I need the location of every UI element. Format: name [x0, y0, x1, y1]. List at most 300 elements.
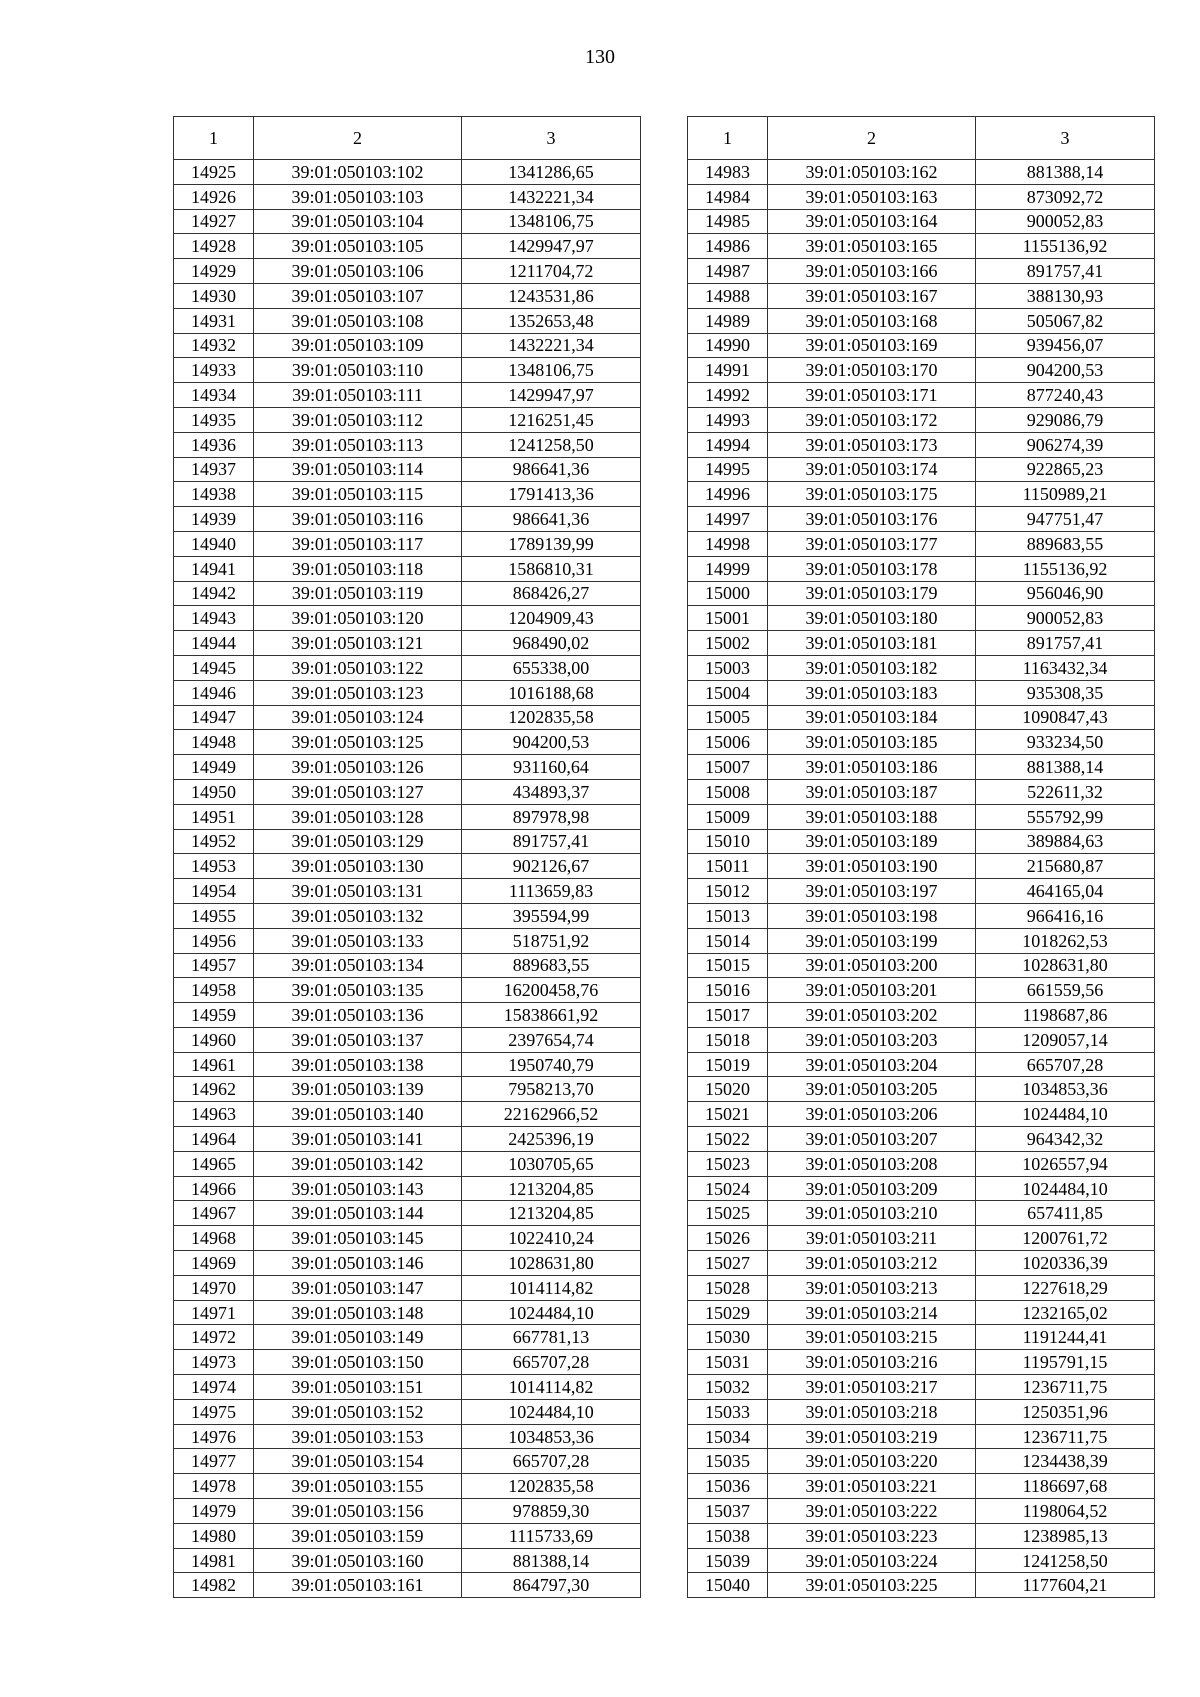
- cadastral-number-cell: 39:01:050103:108: [254, 308, 462, 333]
- table-row: [174, 184, 641, 209]
- value-cell: 877240,43: [976, 383, 1155, 408]
- value-cell: 881388,14: [462, 1548, 641, 1573]
- column-header-1: 1: [174, 117, 254, 160]
- cadastral-number-cell: 39:01:050103:110: [254, 358, 462, 383]
- value-cell: 1227618,29: [976, 1275, 1155, 1300]
- value-cell: 15838661,92: [462, 1003, 641, 1028]
- row-number-cell: 14953: [174, 854, 254, 879]
- value-cell: 1018262,53: [976, 928, 1155, 953]
- row-number-cell: 14948: [174, 730, 254, 755]
- cadastral-number-cell: 39:01:050103:200: [768, 953, 976, 978]
- value-cell: 900052,83: [976, 209, 1155, 234]
- row-number-cell: 14956: [174, 928, 254, 953]
- row-number-cell: 15032: [688, 1375, 768, 1400]
- table-row: [688, 903, 1155, 928]
- table-row: [174, 631, 641, 656]
- row-number-cell: 14947: [174, 705, 254, 730]
- table-row: [688, 432, 1155, 457]
- value-cell: 1432221,34: [462, 333, 641, 358]
- cadastral-number-cell: 39:01:050103:127: [254, 779, 462, 804]
- value-cell: 1024484,10: [462, 1399, 641, 1424]
- cadastral-number-cell: 39:01:050103:159: [254, 1523, 462, 1548]
- row-number-cell: 14931: [174, 308, 254, 333]
- row-number-cell: 15036: [688, 1474, 768, 1499]
- table-row: [174, 1251, 641, 1276]
- value-cell: 1791413,36: [462, 482, 641, 507]
- cadastral-number-cell: 39:01:050103:206: [768, 1102, 976, 1127]
- row-number-cell: 14927: [174, 209, 254, 234]
- cadastral-number-cell: 39:01:050103:103: [254, 184, 462, 209]
- column-header-2: 2: [768, 117, 976, 160]
- value-cell: 505067,82: [976, 308, 1155, 333]
- row-number-cell: 14938: [174, 482, 254, 507]
- table-row: [688, 1003, 1155, 1028]
- table-row: [688, 829, 1155, 854]
- value-cell: 1241258,50: [462, 432, 641, 457]
- value-cell: 1030705,65: [462, 1151, 641, 1176]
- row-number-cell: 15039: [688, 1548, 768, 1573]
- row-number-cell: 14946: [174, 680, 254, 705]
- row-number-cell: 14949: [174, 755, 254, 780]
- table-header-row: [688, 117, 1155, 160]
- value-cell: 395594,99: [462, 903, 641, 928]
- table-row: [174, 903, 641, 928]
- cadastral-number-cell: 39:01:050103:130: [254, 854, 462, 879]
- cadastral-number-cell: 39:01:050103:137: [254, 1027, 462, 1052]
- value-cell: 1150989,21: [976, 482, 1155, 507]
- cadastral-number-cell: 39:01:050103:198: [768, 903, 976, 928]
- table-row: [174, 383, 641, 408]
- table-row: [688, 1052, 1155, 1077]
- value-cell: 1024484,10: [462, 1300, 641, 1325]
- table-row: [688, 854, 1155, 879]
- row-number-cell: 14945: [174, 655, 254, 680]
- table-row: [174, 283, 641, 308]
- cadastral-number-cell: 39:01:050103:174: [768, 457, 976, 482]
- value-cell: 1236711,75: [976, 1375, 1155, 1400]
- row-number-cell: 14964: [174, 1127, 254, 1152]
- table-row: [174, 730, 641, 755]
- cadastral-number-cell: 39:01:050103:164: [768, 209, 976, 234]
- value-cell: 1234438,39: [976, 1449, 1155, 1474]
- row-number-cell: 14992: [688, 383, 768, 408]
- cadastral-number-cell: 39:01:050103:185: [768, 730, 976, 755]
- row-number-cell: 14993: [688, 407, 768, 432]
- table-row: [174, 1052, 641, 1077]
- row-number-cell: 15016: [688, 978, 768, 1003]
- row-number-cell: 14971: [174, 1300, 254, 1325]
- row-number-cell: 14925: [174, 160, 254, 185]
- value-cell: 1241258,50: [976, 1548, 1155, 1573]
- cadastral-number-cell: 39:01:050103:162: [768, 160, 976, 185]
- value-cell: 891757,41: [462, 829, 641, 854]
- row-number-cell: 14963: [174, 1102, 254, 1127]
- row-number-cell: 14984: [688, 184, 768, 209]
- table-row: [174, 705, 641, 730]
- cadastral-number-cell: 39:01:050103:170: [768, 358, 976, 383]
- table-row: [174, 333, 641, 358]
- row-number-cell: 14930: [174, 283, 254, 308]
- value-cell: 902126,67: [462, 854, 641, 879]
- cadastral-number-cell: 39:01:050103:143: [254, 1176, 462, 1201]
- value-cell: 922865,23: [976, 457, 1155, 482]
- cadastral-number-cell: 39:01:050103:203: [768, 1027, 976, 1052]
- table-row: [174, 1275, 641, 1300]
- value-cell: 1014114,82: [462, 1275, 641, 1300]
- value-cell: 1022410,24: [462, 1226, 641, 1251]
- row-number-cell: 14940: [174, 531, 254, 556]
- cadastral-number-cell: 39:01:050103:113: [254, 432, 462, 457]
- cadastral-number-cell: 39:01:050103:132: [254, 903, 462, 928]
- table-row: [688, 1573, 1155, 1598]
- cadastral-number-cell: 39:01:050103:215: [768, 1325, 976, 1350]
- table-row: [688, 308, 1155, 333]
- row-number-cell: 14962: [174, 1077, 254, 1102]
- value-cell: 1026557,94: [976, 1151, 1155, 1176]
- table-row: [174, 928, 641, 953]
- row-number-cell: 15026: [688, 1226, 768, 1251]
- value-cell: 897978,98: [462, 804, 641, 829]
- cadastral-number-cell: 39:01:050103:102: [254, 160, 462, 185]
- cadastral-number-cell: 39:01:050103:189: [768, 829, 976, 854]
- table-row: [174, 1151, 641, 1176]
- table-row: [688, 184, 1155, 209]
- cadastral-number-cell: 39:01:050103:112: [254, 407, 462, 432]
- table-row: [688, 283, 1155, 308]
- value-cell: 1020336,39: [976, 1251, 1155, 1276]
- value-cell: 661559,56: [976, 978, 1155, 1003]
- value-cell: 522611,32: [976, 779, 1155, 804]
- value-cell: 1211704,72: [462, 259, 641, 284]
- cadastral-number-cell: 39:01:050103:109: [254, 333, 462, 358]
- table-row: [688, 507, 1155, 532]
- cadastral-number-cell: 39:01:050103:121: [254, 631, 462, 656]
- value-cell: 966416,16: [976, 903, 1155, 928]
- row-number-cell: 14996: [688, 482, 768, 507]
- table-row: [174, 1102, 641, 1127]
- table-row: [688, 383, 1155, 408]
- value-cell: 665707,28: [462, 1350, 641, 1375]
- cadastral-number-cell: 39:01:050103:171: [768, 383, 976, 408]
- value-cell: 1789139,99: [462, 531, 641, 556]
- value-cell: 986641,36: [462, 457, 641, 482]
- cadastral-number-cell: 39:01:050103:119: [254, 581, 462, 606]
- table-row: [174, 1325, 641, 1350]
- table-row: [174, 1300, 641, 1325]
- value-cell: 1202835,58: [462, 705, 641, 730]
- row-number-cell: 14960: [174, 1027, 254, 1052]
- value-cell: 889683,55: [976, 531, 1155, 556]
- table-row: [174, 1201, 641, 1226]
- cadastral-number-cell: 39:01:050103:154: [254, 1449, 462, 1474]
- table-row: [688, 730, 1155, 755]
- table-row: [688, 680, 1155, 705]
- cadastral-number-cell: 39:01:050103:202: [768, 1003, 976, 1028]
- row-number-cell: 15010: [688, 829, 768, 854]
- value-cell: 1034853,36: [976, 1077, 1155, 1102]
- cadastral-number-cell: 39:01:050103:155: [254, 1474, 462, 1499]
- cadastral-number-cell: 39:01:050103:118: [254, 556, 462, 581]
- cadastral-number-cell: 39:01:050103:148: [254, 1300, 462, 1325]
- cadastral-number-cell: 39:01:050103:117: [254, 531, 462, 556]
- value-cell: 1213204,85: [462, 1176, 641, 1201]
- cadastral-number-cell: 39:01:050103:166: [768, 259, 976, 284]
- row-number-cell: 15034: [688, 1424, 768, 1449]
- row-number-cell: 14991: [688, 358, 768, 383]
- row-number-cell: 15035: [688, 1449, 768, 1474]
- row-number-cell: 14998: [688, 531, 768, 556]
- value-cell: 1028631,80: [976, 953, 1155, 978]
- row-number-cell: 15005: [688, 705, 768, 730]
- row-number-cell: 15029: [688, 1300, 768, 1325]
- row-number-cell: 14942: [174, 581, 254, 606]
- column-header-1: 1: [688, 117, 768, 160]
- row-number-cell: 15003: [688, 655, 768, 680]
- table-row: [688, 1350, 1155, 1375]
- value-cell: 1236711,75: [976, 1424, 1155, 1449]
- cadastral-number-cell: 39:01:050103:212: [768, 1251, 976, 1276]
- table-row: [174, 1474, 641, 1499]
- value-cell: 1204909,43: [462, 606, 641, 631]
- row-number-cell: 14944: [174, 631, 254, 656]
- left-table-body: [174, 160, 641, 1598]
- row-number-cell: 14926: [174, 184, 254, 209]
- cadastral-number-cell: 39:01:050103:187: [768, 779, 976, 804]
- row-number-cell: 14941: [174, 556, 254, 581]
- table-row: [174, 1499, 641, 1524]
- row-number-cell: 15027: [688, 1251, 768, 1276]
- value-cell: 215680,87: [976, 854, 1155, 879]
- row-number-cell: 14951: [174, 804, 254, 829]
- table-row: [688, 1077, 1155, 1102]
- cadastral-number-cell: 39:01:050103:208: [768, 1151, 976, 1176]
- row-number-cell: 15008: [688, 779, 768, 804]
- value-cell: 1163432,34: [976, 655, 1155, 680]
- value-cell: 7958213,70: [462, 1077, 641, 1102]
- row-number-cell: 14979: [174, 1499, 254, 1524]
- table-row: [688, 234, 1155, 259]
- value-cell: 868426,27: [462, 581, 641, 606]
- row-number-cell: 14959: [174, 1003, 254, 1028]
- cadastral-number-cell: 39:01:050103:160: [254, 1548, 462, 1573]
- value-cell: 1352653,48: [462, 308, 641, 333]
- column-header-2: 2: [254, 117, 462, 160]
- cadastral-number-cell: 39:01:050103:168: [768, 308, 976, 333]
- row-number-cell: 14981: [174, 1548, 254, 1573]
- cadastral-number-cell: 39:01:050103:122: [254, 655, 462, 680]
- cadastral-number-cell: 39:01:050103:167: [768, 283, 976, 308]
- cadastral-number-cell: 39:01:050103:205: [768, 1077, 976, 1102]
- row-number-cell: 15038: [688, 1523, 768, 1548]
- table-row: [688, 1449, 1155, 1474]
- cadastral-number-cell: 39:01:050103:181: [768, 631, 976, 656]
- row-number-cell: 15001: [688, 606, 768, 631]
- row-number-cell: 14969: [174, 1251, 254, 1276]
- value-cell: 933234,50: [976, 730, 1155, 755]
- value-cell: 1195791,15: [976, 1350, 1155, 1375]
- cadastral-number-cell: 39:01:050103:131: [254, 879, 462, 904]
- value-cell: 1034853,36: [462, 1424, 641, 1449]
- row-number-cell: 14983: [688, 160, 768, 185]
- table-row: [688, 606, 1155, 631]
- table-row: [688, 655, 1155, 680]
- cadastral-number-cell: 39:01:050103:106: [254, 259, 462, 284]
- cadastral-number-cell: 39:01:050103:149: [254, 1325, 462, 1350]
- row-number-cell: 15021: [688, 1102, 768, 1127]
- table-row: [688, 581, 1155, 606]
- cadastral-number-cell: 39:01:050103:114: [254, 457, 462, 482]
- table-row: [174, 1176, 641, 1201]
- row-number-cell: 15007: [688, 755, 768, 780]
- value-cell: 968490,02: [462, 631, 641, 656]
- row-number-cell: 14985: [688, 209, 768, 234]
- table-row: [688, 1474, 1155, 1499]
- cadastral-number-cell: 39:01:050103:153: [254, 1424, 462, 1449]
- value-cell: 388130,93: [976, 283, 1155, 308]
- table-row: [174, 581, 641, 606]
- table-row: [174, 457, 641, 482]
- cadastral-number-cell: 39:01:050103:207: [768, 1127, 976, 1152]
- cadastral-number-cell: 39:01:050103:221: [768, 1474, 976, 1499]
- table-row: [174, 358, 641, 383]
- column-header-3: 3: [462, 117, 641, 160]
- value-cell: 1024484,10: [976, 1176, 1155, 1201]
- value-cell: 1028631,80: [462, 1251, 641, 1276]
- row-number-cell: 14976: [174, 1424, 254, 1449]
- value-cell: 665707,28: [462, 1449, 641, 1474]
- value-cell: 904200,53: [976, 358, 1155, 383]
- left-data-table: [173, 116, 641, 1598]
- table-row: [174, 556, 641, 581]
- value-cell: 1186697,68: [976, 1474, 1155, 1499]
- row-number-cell: 14999: [688, 556, 768, 581]
- value-cell: 1348106,75: [462, 358, 641, 383]
- row-number-cell: 14966: [174, 1176, 254, 1201]
- cadastral-number-cell: 39:01:050103:173: [768, 432, 976, 457]
- cadastral-number-cell: 39:01:050103:120: [254, 606, 462, 631]
- row-number-cell: 14937: [174, 457, 254, 482]
- cadastral-number-cell: 39:01:050103:223: [768, 1523, 976, 1548]
- cadastral-number-cell: 39:01:050103:172: [768, 407, 976, 432]
- cadastral-number-cell: 39:01:050103:123: [254, 680, 462, 705]
- cadastral-number-cell: 39:01:050103:182: [768, 655, 976, 680]
- table-row: [174, 854, 641, 879]
- table-row: [174, 1375, 641, 1400]
- table-row: [174, 507, 641, 532]
- cadastral-number-cell: 39:01:050103:151: [254, 1375, 462, 1400]
- row-number-cell: 14980: [174, 1523, 254, 1548]
- row-number-cell: 15040: [688, 1573, 768, 1598]
- cadastral-number-cell: 39:01:050103:216: [768, 1350, 976, 1375]
- row-number-cell: 14972: [174, 1325, 254, 1350]
- cadastral-number-cell: 39:01:050103:220: [768, 1449, 976, 1474]
- row-number-cell: 15028: [688, 1275, 768, 1300]
- value-cell: 434893,37: [462, 779, 641, 804]
- cadastral-number-cell: 39:01:050103:156: [254, 1499, 462, 1524]
- row-number-cell: 15000: [688, 581, 768, 606]
- row-number-cell: 14973: [174, 1350, 254, 1375]
- row-number-cell: 15025: [688, 1201, 768, 1226]
- value-cell: 1243531,86: [462, 283, 641, 308]
- row-number-cell: 14939: [174, 507, 254, 532]
- table-row: [174, 234, 641, 259]
- value-cell: 900052,83: [976, 606, 1155, 631]
- value-cell: 1198064,52: [976, 1499, 1155, 1524]
- row-number-cell: 15018: [688, 1027, 768, 1052]
- cadastral-number-cell: 39:01:050103:111: [254, 383, 462, 408]
- row-number-cell: 14977: [174, 1449, 254, 1474]
- table-row: [688, 779, 1155, 804]
- row-number-cell: 15013: [688, 903, 768, 928]
- cadastral-number-cell: 39:01:050103:124: [254, 705, 462, 730]
- table-row: [688, 879, 1155, 904]
- row-number-cell: 14928: [174, 234, 254, 259]
- table-row: [174, 1523, 641, 1548]
- cadastral-number-cell: 39:01:050103:201: [768, 978, 976, 1003]
- cadastral-number-cell: 39:01:050103:197: [768, 879, 976, 904]
- value-cell: 891757,41: [976, 259, 1155, 284]
- table-row: [174, 1573, 641, 1598]
- row-number-cell: 14943: [174, 606, 254, 631]
- row-number-cell: 14934: [174, 383, 254, 408]
- value-cell: 1341286,65: [462, 160, 641, 185]
- table-row: [688, 1399, 1155, 1424]
- table-row: [688, 1201, 1155, 1226]
- cadastral-number-cell: 39:01:050103:175: [768, 482, 976, 507]
- table-row: [174, 953, 641, 978]
- table-row: [174, 432, 641, 457]
- cadastral-number-cell: 39:01:050103:142: [254, 1151, 462, 1176]
- row-number-cell: 14978: [174, 1474, 254, 1499]
- row-number-cell: 14952: [174, 829, 254, 854]
- cadastral-number-cell: 39:01:050103:184: [768, 705, 976, 730]
- row-number-cell: 14958: [174, 978, 254, 1003]
- table-row: [688, 358, 1155, 383]
- row-number-cell: 14987: [688, 259, 768, 284]
- table-row: [174, 879, 641, 904]
- value-cell: 1429947,97: [462, 383, 641, 408]
- table-row: [688, 1226, 1155, 1251]
- row-number-cell: 15004: [688, 680, 768, 705]
- cadastral-number-cell: 39:01:050103:209: [768, 1176, 976, 1201]
- row-number-cell: 14965: [174, 1151, 254, 1176]
- cadastral-number-cell: 39:01:050103:217: [768, 1375, 976, 1400]
- value-cell: 904200,53: [462, 730, 641, 755]
- value-cell: 929086,79: [976, 407, 1155, 432]
- table-row: [174, 655, 641, 680]
- row-number-cell: 14990: [688, 333, 768, 358]
- row-number-cell: 14989: [688, 308, 768, 333]
- table-row: [688, 457, 1155, 482]
- table-row: [174, 1003, 641, 1028]
- cadastral-number-cell: 39:01:050103:204: [768, 1052, 976, 1077]
- cadastral-number-cell: 39:01:050103:225: [768, 1573, 976, 1598]
- value-cell: 864797,30: [462, 1573, 641, 1598]
- cadastral-number-cell: 39:01:050103:126: [254, 755, 462, 780]
- cadastral-number-cell: 39:01:050103:176: [768, 507, 976, 532]
- cadastral-number-cell: 39:01:050103:180: [768, 606, 976, 631]
- table-row: [688, 1325, 1155, 1350]
- value-cell: 2425396,19: [462, 1127, 641, 1152]
- cadastral-number-cell: 39:01:050103:136: [254, 1003, 462, 1028]
- cadastral-number-cell: 39:01:050103:140: [254, 1102, 462, 1127]
- table-row: [688, 1300, 1155, 1325]
- value-cell: 1202835,58: [462, 1474, 641, 1499]
- value-cell: 1429947,97: [462, 234, 641, 259]
- cadastral-number-cell: 39:01:050103:105: [254, 234, 462, 259]
- table-row: [174, 531, 641, 556]
- row-number-cell: 15024: [688, 1176, 768, 1201]
